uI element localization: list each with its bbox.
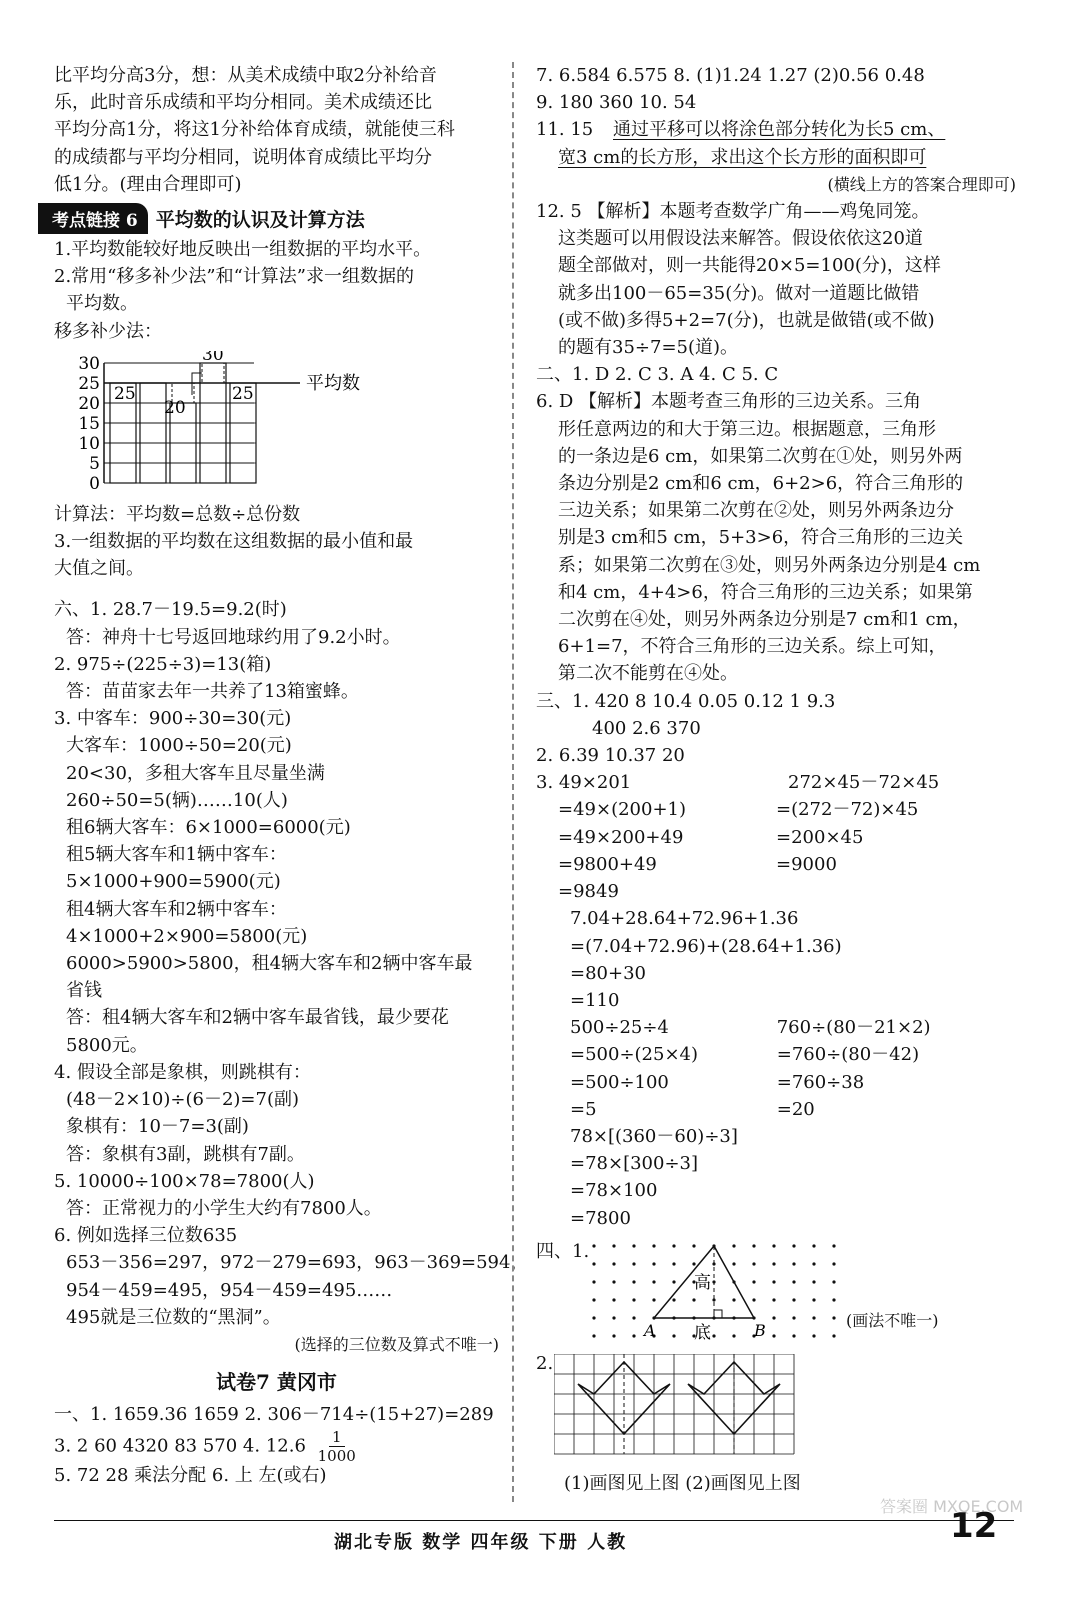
grid-dot bbox=[832, 1334, 835, 1337]
point-line: 计算法：平均数=总数÷总份数 bbox=[54, 503, 301, 525]
grid-dot bbox=[772, 1280, 775, 1283]
grid-dot bbox=[672, 1262, 675, 1265]
grid-dot bbox=[632, 1334, 635, 1337]
answer-line: 400 2.6 370 bbox=[592, 717, 701, 739]
text-line: =78×100 bbox=[570, 1180, 658, 1202]
grid-dot bbox=[612, 1262, 615, 1265]
grid-dot bbox=[692, 1244, 695, 1247]
grid-dot bbox=[772, 1244, 775, 1247]
text-line: =9000 bbox=[776, 853, 837, 875]
grid-dot bbox=[652, 1262, 655, 1265]
grid-dot bbox=[812, 1280, 815, 1283]
text-line: 系；如果第二次剪在③处，则另外两条边分别是4 cm bbox=[558, 554, 981, 576]
intro-line: 低1分。(理由合理即可) bbox=[54, 173, 242, 195]
point-line: 3.一组数据的平均数在这组数据的最小值和最 bbox=[54, 531, 414, 553]
underlined-answer: 通过平移可以将涂色部分转化为长5 cm、 bbox=[613, 119, 946, 141]
text-line: =110 bbox=[570, 989, 620, 1011]
grid-dot bbox=[792, 1280, 795, 1283]
text-line: 495就是三位数的“黑洞”。 bbox=[66, 1306, 281, 1328]
caption: (1)画图见上图 (2)画图见上图 bbox=[564, 1472, 801, 1494]
text-line: 4. 假设全部是象棋，则跳棋有： bbox=[54, 1061, 311, 1083]
answer-line: 三、1. 420 8 10.4 0.05 0.12 1 9.3 bbox=[536, 690, 836, 712]
grid-dot bbox=[592, 1262, 595, 1265]
grid-dot bbox=[812, 1244, 815, 1247]
note: (横线上方的答案合理即可) bbox=[827, 174, 1016, 194]
text-line: 答：租4辆大客车和2辆中客车最省钱，最少要花 bbox=[66, 1007, 449, 1029]
grid-dot bbox=[732, 1298, 735, 1301]
text-line: 7.04+28.64+72.96+1.36 bbox=[570, 908, 799, 930]
fraction bbox=[318, 1428, 356, 1465]
grid-dot bbox=[652, 1298, 655, 1301]
text-line: 3. 中客车：900÷30=30(元) bbox=[54, 708, 292, 730]
text-line: =20 bbox=[776, 1098, 815, 1120]
grid-dot bbox=[592, 1280, 595, 1283]
text-line: 的题有35÷7=5(道)。 bbox=[558, 337, 739, 359]
answer-line bbox=[536, 144, 1016, 171]
text-line: 答：神舟十七号返回地球约用了9.2小时。 bbox=[66, 626, 401, 648]
text-line: 653－356=297，972－279=693，963－369=594， bbox=[66, 1252, 529, 1274]
grid-dot bbox=[832, 1280, 835, 1283]
grid-dot bbox=[792, 1316, 795, 1319]
grid-dot bbox=[612, 1334, 615, 1337]
grid-dot bbox=[832, 1244, 835, 1247]
text-line: =9849 bbox=[558, 881, 619, 903]
text-line: =760÷(80－42) bbox=[776, 1044, 920, 1066]
y-tick-label: 0 bbox=[89, 473, 100, 494]
question-label: 四、1. bbox=[536, 1240, 590, 1262]
text-line: 6. 例如选择三位数635 bbox=[54, 1225, 238, 1247]
text-line: 答：苗苗家去年一共养了13箱蜜蜂。 bbox=[66, 681, 359, 703]
point-line: 平均数。 bbox=[66, 293, 138, 315]
text-line: 条边分别是2 cm和6 cm，6+2>6，符合三角形的 bbox=[558, 473, 964, 495]
text-line: 形任意两边的和大于第三边。根据题意，三角形 bbox=[558, 418, 936, 440]
triangle-figure bbox=[536, 1238, 1016, 1344]
calc-right bbox=[777, 1014, 1016, 1123]
grid-dot bbox=[832, 1316, 835, 1319]
grid-dot bbox=[612, 1298, 615, 1301]
grid-dot bbox=[792, 1262, 795, 1265]
grid-dot bbox=[772, 1334, 775, 1337]
grid-dot bbox=[592, 1316, 595, 1319]
text-line: 第二次不能剪在④处。 bbox=[558, 663, 738, 685]
height-label: 高 bbox=[694, 1272, 711, 1293]
grid-dot bbox=[612, 1280, 615, 1283]
answer-line: 2. 6.39 10.37 20 bbox=[536, 745, 685, 767]
left-column bbox=[52, 62, 529, 1490]
text-line: 这类题可以用假设法来解答。假设依依这20道 bbox=[558, 228, 923, 250]
calc-right bbox=[776, 769, 1016, 905]
data-label: 30 bbox=[202, 350, 224, 365]
intro-line: 乐，此时音乐成绩和平均分相同。美术成绩还比 bbox=[54, 92, 432, 114]
page-number: 12 bbox=[950, 1506, 998, 1546]
grid-dot bbox=[772, 1262, 775, 1265]
underlined-answer: 宽3 cm的长方形，求出这个长方形的面积即可 bbox=[558, 146, 927, 168]
text-line: 760÷(80－21×2) bbox=[776, 1017, 931, 1039]
text-line: =7800 bbox=[570, 1207, 631, 1229]
text-line: 954－459=495，954－459=495…… bbox=[66, 1279, 393, 1301]
text-line: =(7.04+72.96)+(28.64+1.36) bbox=[570, 935, 842, 957]
grid-dot bbox=[592, 1244, 595, 1247]
grid-dot bbox=[812, 1298, 815, 1301]
grid-dot bbox=[732, 1244, 735, 1247]
text-line: 六、1. 28.7－19.5=9.2(时) bbox=[54, 599, 287, 621]
heading-tag: 考点链接 6 bbox=[38, 203, 148, 234]
text-line: 6. D 【解析】本题考查三角形的三边关系。三角 bbox=[536, 391, 922, 413]
calc-block bbox=[536, 905, 1016, 1014]
point-line: 1.平均数能较好地反映出一组数据的平均水平。 bbox=[54, 239, 432, 261]
text-line: =500÷100 bbox=[570, 1071, 669, 1093]
text-line: 6000>5900>5800，租4辆大客车和2辆中客车最 bbox=[66, 953, 473, 975]
y-tick-label: 30 bbox=[78, 353, 100, 374]
note: (画法不唯一) bbox=[846, 1310, 939, 1330]
text-line: =49×(200+1) bbox=[558, 799, 687, 821]
grid-dot bbox=[712, 1334, 715, 1337]
grid-dot bbox=[792, 1334, 795, 1337]
answer-line bbox=[536, 116, 1016, 143]
average-label: 平均数 bbox=[306, 372, 360, 394]
grid-dot bbox=[612, 1244, 615, 1247]
symmetry-grid bbox=[554, 1354, 804, 1464]
text-line: 6+1=7，不符合三角形的三边关系。综上可知， bbox=[558, 636, 947, 658]
fraction-denominator: 1000 bbox=[317, 1447, 356, 1466]
text-line: 答：象棋有3副，跳棋有7副。 bbox=[66, 1143, 305, 1165]
calc-left bbox=[570, 1014, 777, 1123]
grid-dot bbox=[752, 1262, 755, 1265]
question-12 bbox=[536, 198, 1016, 361]
grid-dot bbox=[772, 1316, 775, 1319]
text-line: 象棋有：10－7=3(副) bbox=[66, 1116, 249, 1138]
grid-dot bbox=[832, 1298, 835, 1301]
y-tick-label: 10 bbox=[78, 433, 100, 454]
grid-dot bbox=[632, 1298, 635, 1301]
intro-line: 比平均分高3分，想：从美术成绩中取2分补给音 bbox=[54, 65, 437, 86]
bar bbox=[140, 383, 166, 483]
grid-dot bbox=[732, 1334, 735, 1337]
vertex-a-label: A bbox=[644, 1320, 656, 1340]
y-tick-label: 25 bbox=[78, 373, 100, 394]
text-line: =78×[300÷3] bbox=[570, 1153, 699, 1175]
grid-dot bbox=[752, 1298, 755, 1301]
point-line: 移多补少法： bbox=[54, 320, 162, 342]
heading-title: 平均数的认识及计算方法 bbox=[155, 208, 365, 231]
text-line: 的一条边是6 cm，如果第二次剪在①处，则另外两 bbox=[558, 445, 963, 467]
text-line: =(272－72)×45 bbox=[776, 799, 919, 821]
grid-dot bbox=[652, 1244, 655, 1247]
text-line: =5 bbox=[570, 1098, 597, 1120]
text-line: 三边关系；如果第二次剪在②处，则另外两条边分 bbox=[558, 500, 954, 522]
grid-dot bbox=[592, 1334, 595, 1337]
base-label: 底 bbox=[694, 1322, 711, 1343]
grid-dot bbox=[672, 1298, 675, 1301]
vertex-b-label: B bbox=[754, 1320, 766, 1340]
text-line: 5. 10000÷100×78=7800(人) bbox=[54, 1170, 315, 1192]
grid-dot bbox=[632, 1316, 635, 1319]
average-bar-chart bbox=[64, 351, 499, 497]
fraction-numerator: 1 bbox=[329, 1428, 345, 1447]
answer-line: 9. 180 360 10. 54 bbox=[536, 92, 697, 114]
intro-line: 的成绩都与平均分相同，说明体育成绩比平均分 bbox=[54, 146, 432, 168]
text-line: 题全部做对，则一共能得20×5=100(分)，这样 bbox=[558, 255, 941, 277]
grid-dot bbox=[612, 1316, 615, 1319]
question-label: 2. bbox=[536, 1352, 554, 1374]
y-tick-label: 15 bbox=[78, 413, 100, 434]
triangle-grid bbox=[582, 1238, 882, 1344]
moved-block bbox=[202, 363, 224, 383]
text-line: 答：正常视力的小学生大约有7800人。 bbox=[66, 1197, 382, 1219]
point-line: 2.常用“移多补少法”和“计算法”求一组数据的 bbox=[54, 266, 414, 288]
grid-dot bbox=[632, 1280, 635, 1283]
column-divider bbox=[512, 62, 514, 1502]
text-line: 12. 5 【解析】本题考查数学广角——鸡兔同笼。 bbox=[536, 201, 930, 223]
data-label: 20 bbox=[164, 397, 186, 418]
y-tick-label: 20 bbox=[78, 393, 100, 414]
text-line: 租5辆大客车和1辆中客车： bbox=[66, 844, 287, 866]
text-line: =80+30 bbox=[570, 962, 646, 984]
text-line: 省钱 bbox=[66, 980, 102, 1002]
text-line: 500÷25÷4 bbox=[570, 1017, 669, 1039]
grid-dot bbox=[812, 1316, 815, 1319]
text-line: =49×200+49 bbox=[558, 826, 684, 848]
answer-text: 3. 2 60 4320 83 570 4. 12.6 bbox=[54, 1435, 306, 1457]
symmetry-figure bbox=[536, 1350, 1016, 1470]
grid-dot bbox=[792, 1298, 795, 1301]
text-line: (48－2×10)÷(6－2)=7(副) bbox=[66, 1089, 299, 1111]
answer-line: 一、1. 1659.36 1659 2. 306－714÷(15+27)=289 bbox=[54, 1404, 494, 1426]
text-line: 260÷50=5(辆)……10(人) bbox=[66, 789, 288, 811]
footer-text: 湖北专版 数学 四年级 下册 人教 bbox=[334, 1532, 628, 1553]
right-angle-mark bbox=[714, 1310, 722, 1318]
calc-left bbox=[536, 769, 776, 905]
text-line: 4×1000+2×900=5800(元) bbox=[66, 925, 308, 947]
answer-line bbox=[54, 1428, 499, 1466]
text-line: 就多出100－65=35(分)。做对一道题比做错 bbox=[558, 282, 920, 304]
calc-block bbox=[536, 1123, 1016, 1232]
text-line: 2. 975÷(225÷3)=13(箱) bbox=[54, 653, 272, 675]
grid-dot bbox=[632, 1244, 635, 1247]
grid-dot bbox=[692, 1262, 695, 1265]
y-tick-label: 5 bbox=[89, 453, 100, 474]
right-column bbox=[536, 62, 1016, 1497]
calc-pair bbox=[536, 769, 1016, 905]
section-six bbox=[54, 596, 529, 1330]
text-line: 5800元。 bbox=[66, 1034, 148, 1056]
section-heading bbox=[38, 202, 499, 234]
grid-dot bbox=[692, 1298, 695, 1301]
answer-line: 7. 6.584 6.575 8. (1)1.24 1.27 (2)0.56 0.48 bbox=[536, 65, 925, 86]
data-label: 25 bbox=[232, 383, 254, 404]
grid-dot bbox=[592, 1298, 595, 1301]
text-line: 和4 cm，4+4>6，符合三角形的三边关系；如果第 bbox=[558, 581, 973, 603]
footer-rule bbox=[54, 1520, 1014, 1521]
text-line: =200×45 bbox=[776, 826, 864, 848]
text-line: 二次剪在④处，则另外两条边分别是7 cm和1 cm， bbox=[558, 609, 971, 631]
text-line: 租4辆大客车和2辆中客车： bbox=[66, 898, 287, 920]
text-line: 大客车：1000÷50=20(元) bbox=[66, 735, 292, 757]
watermark: 答案圈 MXQE.COM bbox=[880, 1497, 1024, 1516]
text-line: 272×45－72×45 bbox=[788, 772, 940, 794]
note: (选择的三位数及算式不唯一) bbox=[294, 1334, 499, 1354]
text-line: =760÷38 bbox=[776, 1071, 865, 1093]
grid-dot bbox=[672, 1280, 675, 1283]
point-line: 大值之间。 bbox=[54, 558, 144, 580]
answer-text: 11. 15 bbox=[536, 119, 594, 141]
grid-dot bbox=[792, 1244, 795, 1247]
grid-dot bbox=[832, 1262, 835, 1265]
text-line: =9800+49 bbox=[558, 853, 657, 875]
grid-dot bbox=[732, 1262, 735, 1265]
text-line: 租6辆大客车：6×1000=6000(元) bbox=[66, 817, 351, 839]
paper-title: 试卷7 黄冈市 bbox=[216, 1370, 337, 1395]
grid-dot bbox=[812, 1262, 815, 1265]
chart-svg bbox=[64, 351, 424, 497]
text-line: (或不做)多得5+2=7(分)，也就是做错(或不做) bbox=[558, 309, 935, 331]
answer-line: 二、1. D 2. C 3. A 4. C 5. C bbox=[536, 364, 779, 386]
grid-dot bbox=[672, 1244, 675, 1247]
text-line: =500÷(25×4) bbox=[570, 1044, 699, 1066]
text-line: 20<30，多租大客车且尽量坐满 bbox=[66, 762, 325, 784]
grid-dot bbox=[812, 1334, 815, 1337]
text-line: 别是3 cm和5 cm，5+3>6，符合三角形的三边关 bbox=[558, 527, 964, 549]
grid-dot bbox=[752, 1280, 755, 1283]
grid-dot bbox=[652, 1280, 655, 1283]
calc-pair bbox=[536, 1014, 1016, 1123]
grid-dot bbox=[772, 1298, 775, 1301]
grid-dot bbox=[752, 1244, 755, 1247]
text-line: 78×[(360－60)÷3] bbox=[570, 1125, 738, 1147]
text-line: 5×1000+900=5900(元) bbox=[66, 871, 281, 893]
grid-dot bbox=[632, 1262, 635, 1265]
grid-dot bbox=[672, 1334, 675, 1337]
question-6 bbox=[536, 388, 1016, 687]
answer-line: 5. 72 28 乘法分配 6. 上 左(或右) bbox=[54, 1465, 327, 1487]
text-line: 3. 49×201 bbox=[536, 772, 632, 794]
intro-line: 平均分高1分，将这1分补给体育成绩，就能使三科 bbox=[54, 119, 455, 141]
data-label: 25 bbox=[114, 383, 136, 404]
